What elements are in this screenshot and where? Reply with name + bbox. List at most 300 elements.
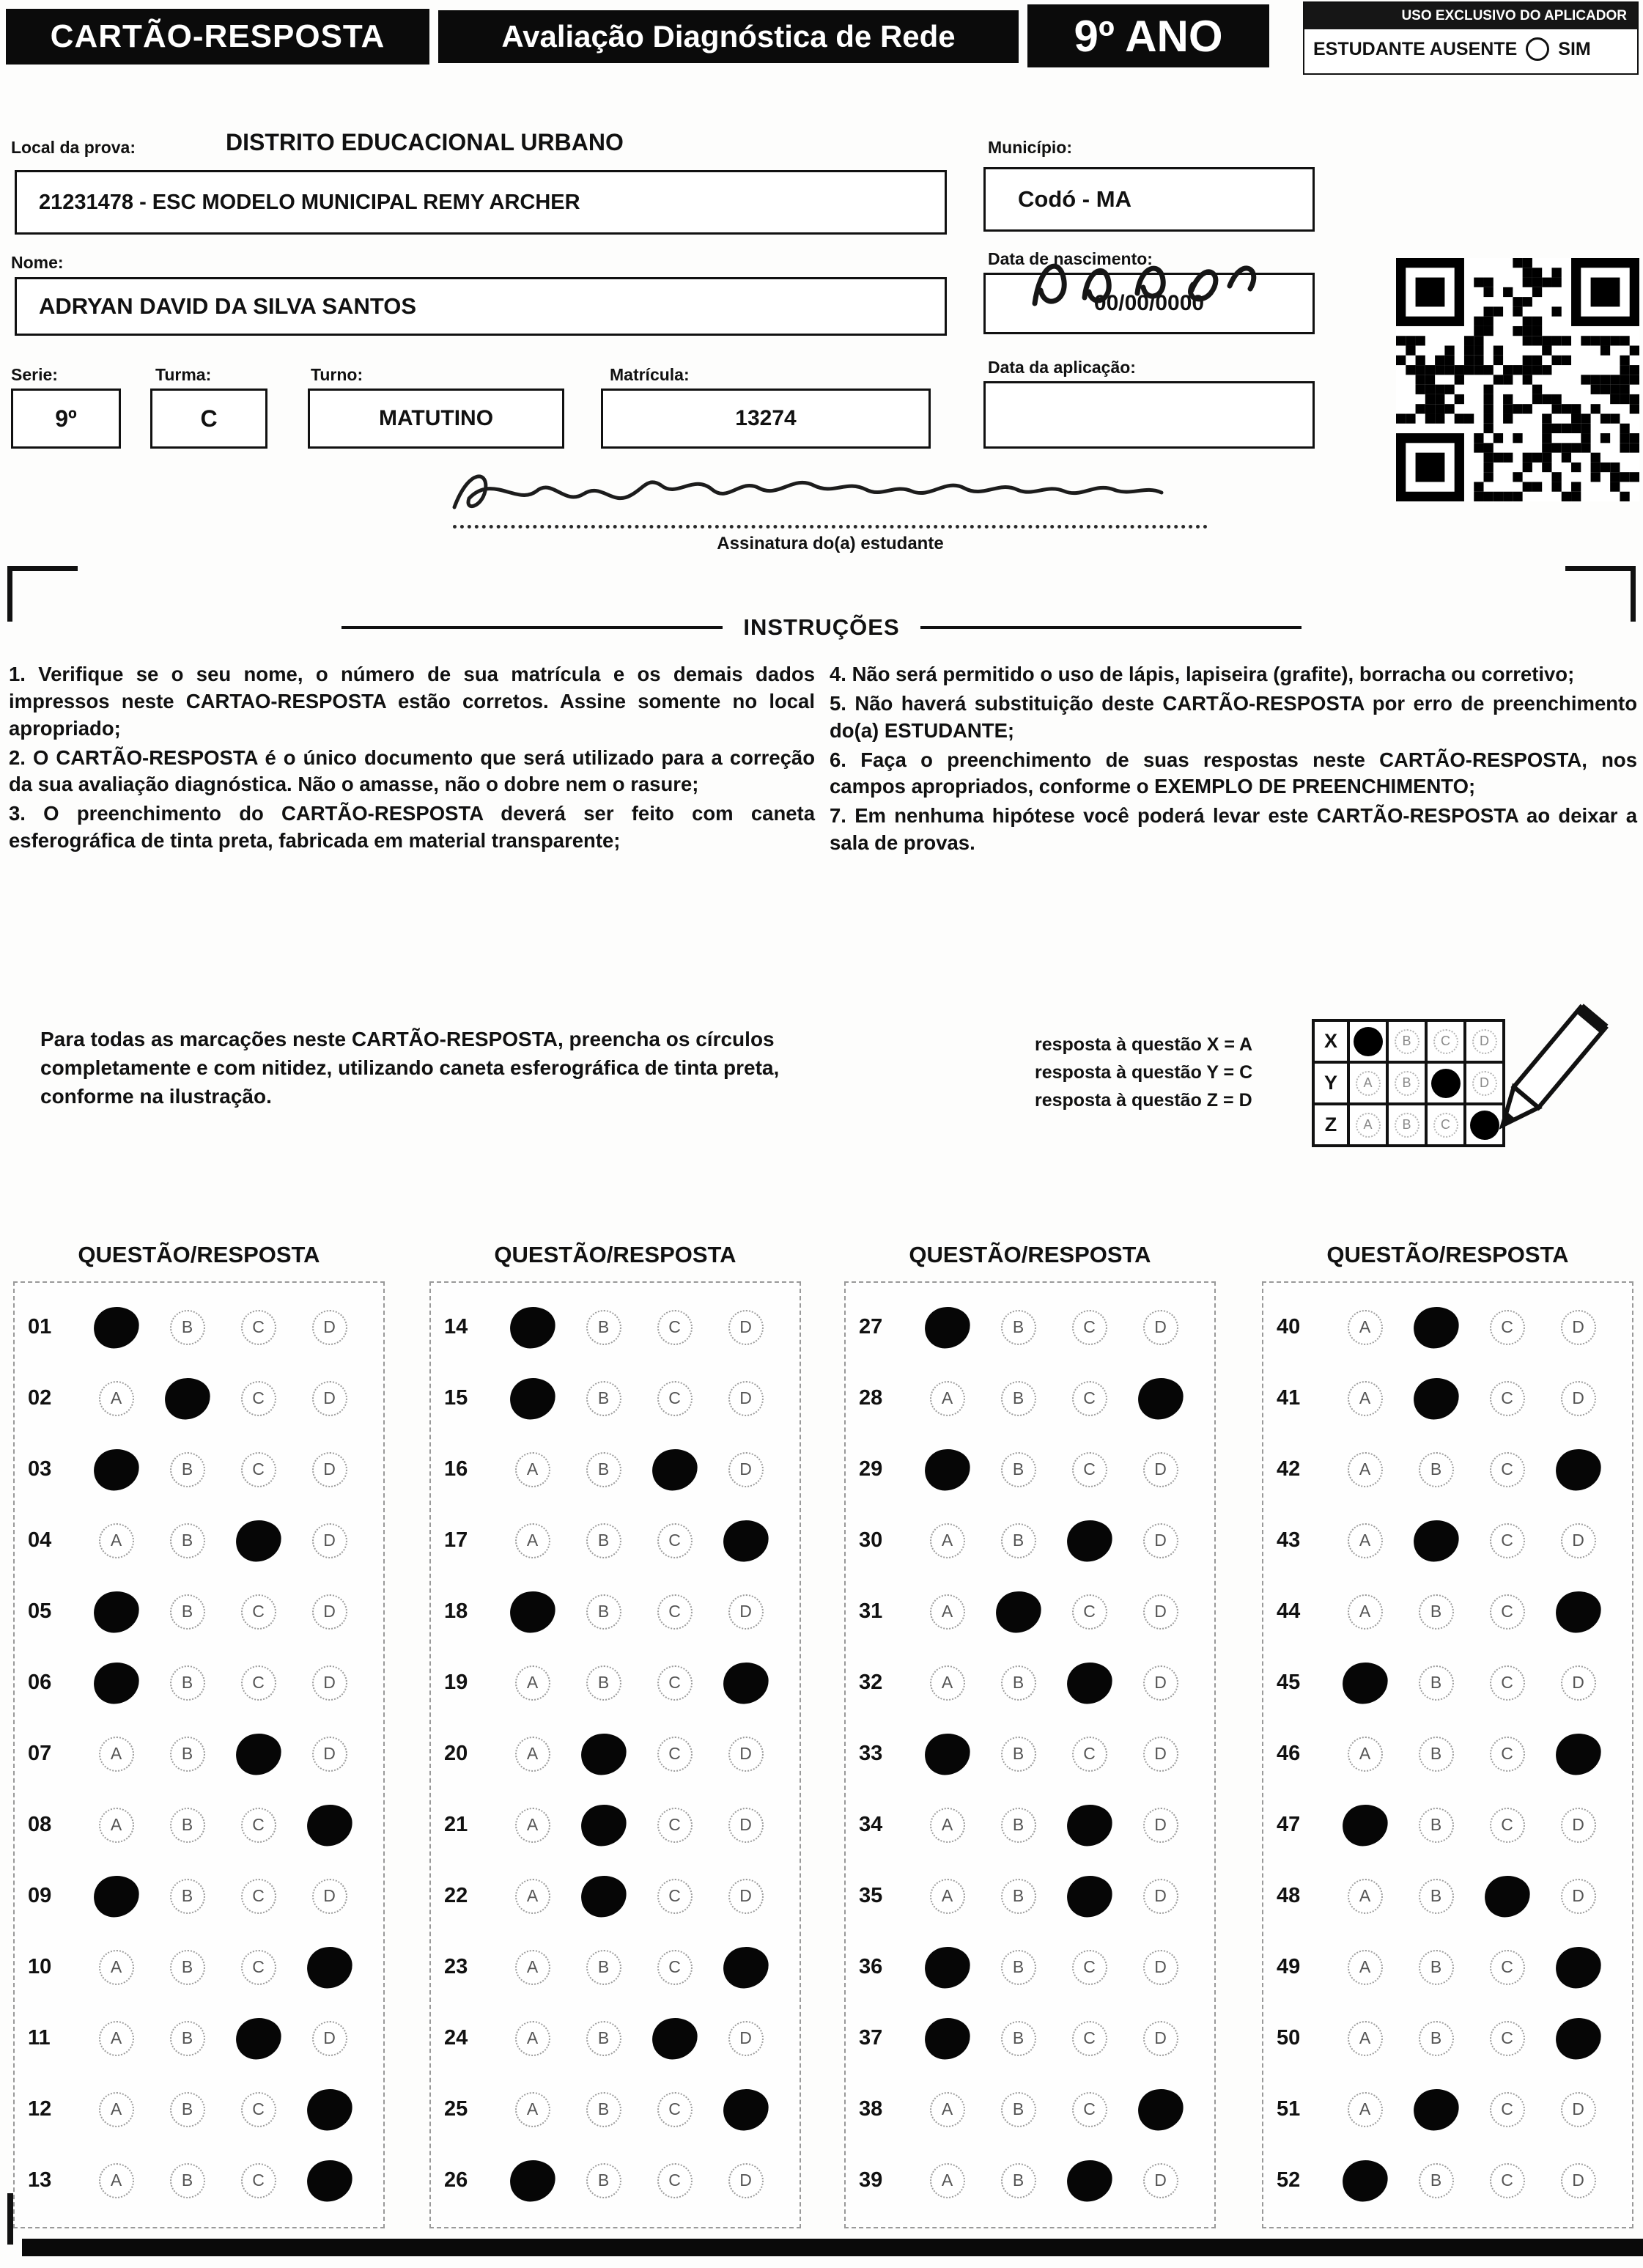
answer-bubble[interactable]: D xyxy=(312,1737,347,1772)
answer-bubble-filled[interactable] xyxy=(1340,1802,1389,1848)
answer-bubble[interactable]: D xyxy=(1143,1665,1178,1701)
answer-bubble[interactable]: A xyxy=(1348,1310,1383,1345)
answer-bubble[interactable]: A xyxy=(1348,1452,1383,1487)
answer-bubble-filled[interactable] xyxy=(1064,1517,1114,1564)
instruction-item: 6. Faça o preenchimento de suas respostas neste CARTÃO-RESPOSTA, nos campos apropriados, conforme o EXEMPLO DE PREENCHIMENTO; xyxy=(830,748,1637,798)
answer-bubble[interactable]: B xyxy=(170,1950,205,1985)
answer-bubble[interactable]: A xyxy=(515,1452,550,1487)
answer-bubble[interactable]: B xyxy=(170,2021,205,2056)
answer-slot xyxy=(497,1591,568,1632)
answer-slot xyxy=(1329,2021,1400,2056)
question-row xyxy=(15,1789,383,1860)
instruction-item: 2. O CARTÃO-RESPOSTA é o único documento que será utilizado para a correção da sua avaliação diagnóstica. Não o amasse, não o dobre nem o rasure; xyxy=(9,745,815,796)
answer-slot xyxy=(983,2021,1054,2056)
answer-bubble-filled[interactable] xyxy=(1411,1375,1461,1421)
answer-bubble[interactable]: D xyxy=(1561,1879,1596,1914)
answer-bubble-filled[interactable] xyxy=(1064,1873,1114,1919)
answer-bubble[interactable]: B xyxy=(586,2021,621,2056)
answer-bubble[interactable]: B xyxy=(586,1523,621,1558)
answer-bubble[interactable]: C xyxy=(1490,2092,1525,2127)
question-number: 11 xyxy=(28,2026,51,2050)
answer-bubble[interactable]: C xyxy=(1490,1381,1525,1416)
answer-slot xyxy=(710,1947,781,1988)
answer-bubble-filled[interactable] xyxy=(507,1304,557,1350)
answer-bubble[interactable]: D xyxy=(1143,1452,1178,1487)
answer-bubble-filled[interactable] xyxy=(1064,2157,1114,2203)
question-number: 39 xyxy=(859,2168,883,2192)
answer-bubble[interactable]: C xyxy=(657,1594,693,1630)
example-bubble: A xyxy=(1348,1062,1387,1104)
answer-bubble[interactable]: B xyxy=(1001,1950,1036,1985)
answer-bubble[interactable]: A xyxy=(1348,1523,1383,1558)
answer-bubble[interactable]: D xyxy=(312,1665,347,1701)
answer-bubble[interactable]: B xyxy=(1001,1310,1036,1345)
grade-badge: 9º ANO xyxy=(1027,4,1269,67)
answer-slot xyxy=(1543,1665,1614,1701)
answer-bubble-filled[interactable] xyxy=(507,1375,557,1421)
answer-bubble[interactable]: B xyxy=(1001,1665,1036,1701)
answer-slot xyxy=(1329,1805,1400,1846)
answer-bubble-filled[interactable] xyxy=(578,1873,628,1919)
answer-bubble-filled[interactable] xyxy=(720,1517,770,1564)
answer-bubble[interactable]: B xyxy=(1419,1737,1454,1772)
answer-bubble-filled[interactable] xyxy=(922,1304,972,1350)
nascimento-field[interactable]: 00/00/0000 xyxy=(983,273,1315,334)
answer-bubble[interactable]: A xyxy=(930,1879,965,1914)
matricula-field[interactable]: 13274 xyxy=(601,389,931,449)
answer-bubble[interactable]: D xyxy=(728,2021,764,2056)
answer-bubble[interactable]: D xyxy=(1561,1808,1596,1843)
answer-bubble[interactable]: D xyxy=(1561,1310,1596,1345)
answer-bubble-filled[interactable] xyxy=(1553,1588,1603,1635)
answer-bubble[interactable]: D xyxy=(312,2021,347,2056)
answer-bubble[interactable]: C xyxy=(241,2163,276,2198)
answer-slot xyxy=(1400,1452,1472,1487)
answer-slot xyxy=(1400,1378,1472,1419)
answer-bubble[interactable]: D xyxy=(1561,2092,1596,2127)
answer-bubble[interactable]: C xyxy=(1490,1737,1525,1772)
answer-bubble[interactable]: D xyxy=(312,1310,347,1345)
answer-bubble-filled[interactable] xyxy=(304,1802,354,1848)
answer-bubble-filled[interactable] xyxy=(922,1446,972,1492)
answer-bubble[interactable]: A xyxy=(1348,2021,1383,2056)
answer-bubble-filled[interactable] xyxy=(1411,1304,1461,1350)
answer-bubble[interactable]: C xyxy=(657,1523,693,1558)
answer-slot xyxy=(1125,1310,1196,1345)
question-number: 41 xyxy=(1277,1386,1301,1410)
answer-bubble[interactable]: B xyxy=(170,1879,205,1914)
answer-slot xyxy=(1543,1808,1614,1843)
answer-bubble-filled[interactable] xyxy=(304,2086,354,2132)
question-row xyxy=(431,2145,800,2216)
answer-bubble[interactable]: B xyxy=(1001,1879,1036,1914)
answer-bubble[interactable]: D xyxy=(312,1879,347,1914)
answer-bubble[interactable]: C xyxy=(1490,1310,1525,1345)
answer-slot xyxy=(1543,1947,1614,1988)
answer-bubble[interactable]: B xyxy=(586,1594,621,1630)
answer-bubble[interactable]: D xyxy=(312,1381,347,1416)
answer-bubble-filled[interactable] xyxy=(649,2015,699,2061)
question-number: 52 xyxy=(1277,2168,1301,2192)
answer-bubble[interactable]: B xyxy=(1001,2163,1036,2198)
answer-bubble[interactable]: B xyxy=(586,1665,621,1701)
answer-bubble[interactable]: C xyxy=(241,1594,276,1630)
answer-bubble[interactable]: A xyxy=(515,2092,550,2127)
answer-bubble[interactable]: B xyxy=(1001,1523,1036,1558)
answer-bubble[interactable]: D xyxy=(728,1381,764,1416)
answer-slot xyxy=(294,1947,365,1988)
question-number: 17 xyxy=(444,1528,468,1552)
answer-bubble[interactable]: B xyxy=(586,1381,621,1416)
signature-line[interactable] xyxy=(453,525,1208,529)
answer-bubble[interactable]: A xyxy=(515,2021,550,2056)
answer-bubble-filled[interactable] xyxy=(304,1944,354,1990)
answer-bubble-filled[interactable] xyxy=(91,1660,141,1706)
nome-field[interactable]: ADRYAN DAVID DA SILVA SANTOS xyxy=(15,277,947,336)
answer-bubble-filled[interactable] xyxy=(1411,2086,1461,2132)
answer-bubble[interactable]: B xyxy=(1419,2021,1454,2056)
answer-bubble[interactable]: D xyxy=(728,2163,764,2198)
answer-bubble[interactable]: D xyxy=(1143,2021,1178,2056)
answer-bubble[interactable]: D xyxy=(1143,1737,1178,1772)
answer-bubble-filled[interactable] xyxy=(233,2015,283,2061)
answer-slot xyxy=(152,2021,223,2056)
question-row xyxy=(1263,1505,1632,1576)
answer-slot xyxy=(1543,1734,1614,1775)
answer-bubble[interactable]: A xyxy=(930,1808,965,1843)
answer-bubble-filled[interactable] xyxy=(720,1660,770,1706)
answer-slot xyxy=(568,1665,639,1701)
answer-bubble[interactable]: C xyxy=(657,1950,693,1985)
answer-slot xyxy=(710,1594,781,1630)
answer-slot xyxy=(1329,2092,1400,2127)
corner-mark-bottom-left xyxy=(7,2193,13,2245)
answer-bubble[interactable]: D xyxy=(312,1452,347,1487)
answer-bubble[interactable]: D xyxy=(728,1808,764,1843)
answer-bubble-filled[interactable] xyxy=(1340,2157,1389,2203)
answer-bubble[interactable]: A xyxy=(99,1950,134,1985)
answer-bubble[interactable]: A xyxy=(99,1808,134,1843)
answer-bubble[interactable]: C xyxy=(241,2092,276,2127)
answer-bubble[interactable]: C xyxy=(241,1950,276,1985)
answer-slot xyxy=(294,1310,365,1345)
answer-slot xyxy=(294,1805,365,1846)
answer-bubble-filled[interactable] xyxy=(1553,1944,1603,1990)
answer-bubble[interactable]: C xyxy=(241,1310,276,1345)
question-row xyxy=(1263,1718,1632,1789)
answer-bubble[interactable]: B xyxy=(586,2163,621,2198)
answer-slot xyxy=(152,1452,223,1487)
answer-bubble[interactable]: C xyxy=(657,2092,693,2127)
answer-slot xyxy=(81,1663,152,1704)
answer-bubble[interactable]: B xyxy=(586,1452,621,1487)
answer-bubble-filled[interactable] xyxy=(91,1873,141,1919)
answer-bubble[interactable]: A xyxy=(1348,2092,1383,2127)
answer-bubble[interactable]: A xyxy=(99,1737,134,1772)
answer-slot xyxy=(152,1665,223,1701)
answer-bubble[interactable]: A xyxy=(930,2163,965,2198)
answer-bubble[interactable]: A xyxy=(99,1381,134,1416)
answer-bubble[interactable]: B xyxy=(586,2092,621,2127)
answer-bubble[interactable]: C xyxy=(1490,2163,1525,2198)
absent-checkbox[interactable] xyxy=(1526,37,1549,61)
question-row xyxy=(846,1647,1214,1718)
answer-bubble[interactable]: C xyxy=(1490,1594,1525,1630)
answer-bubble[interactable]: C xyxy=(241,1381,276,1416)
school-field[interactable]: 21231478 - ESC MODELO MUNICIPAL REMY ARCHER xyxy=(15,170,947,235)
answer-bubble[interactable]: B xyxy=(1419,2163,1454,2198)
answer-bubble[interactable]: B xyxy=(1419,1594,1454,1630)
answer-bubble-filled[interactable] xyxy=(720,2086,770,2132)
answer-bubble[interactable]: D xyxy=(312,1523,347,1558)
answer-bubble[interactable]: B xyxy=(586,1310,621,1345)
answer-bubble[interactable]: C xyxy=(1072,2021,1107,2056)
answer-bubble[interactable]: C xyxy=(241,1808,276,1843)
answer-slot xyxy=(983,1310,1054,1345)
answer-bubble[interactable]: B xyxy=(1001,2021,1036,2056)
answer-bubble[interactable]: D xyxy=(1561,1381,1596,1416)
answer-bubble[interactable]: C xyxy=(1072,1594,1107,1630)
answer-bubble[interactable]: B xyxy=(586,1950,621,1985)
answer-slot xyxy=(639,1381,710,1416)
answer-bubble[interactable]: A xyxy=(1348,1594,1383,1630)
answer-bubble[interactable]: A xyxy=(99,2163,134,2198)
answer-bubble-filled[interactable] xyxy=(1553,2015,1603,2061)
question-number: 24 xyxy=(444,2026,468,2050)
answer-bubble[interactable]: A xyxy=(930,1594,965,1630)
answer-bubble[interactable]: B xyxy=(1419,1452,1454,1487)
answer-bubble[interactable]: C xyxy=(657,2163,693,2198)
answer-bubble[interactable]: B xyxy=(1001,1737,1036,1772)
answer-slot xyxy=(497,1737,568,1772)
answer-bubble[interactable]: C xyxy=(241,1879,276,1914)
answer-slot xyxy=(1543,1879,1614,1914)
answer-bubble[interactable]: D xyxy=(312,1594,347,1630)
answer-bubble-filled[interactable] xyxy=(162,1375,212,1421)
answer-bubble-filled[interactable] xyxy=(91,1588,141,1635)
answer-bubble[interactable]: B xyxy=(1419,1879,1454,1914)
answer-column-box xyxy=(429,1281,801,2228)
answer-bubble[interactable]: C xyxy=(657,1879,693,1914)
turno-label: Turno: xyxy=(311,365,363,384)
answer-bubble[interactable]: D xyxy=(1143,1310,1178,1345)
answer-bubble[interactable]: B xyxy=(170,1665,205,1701)
answer-bubble-filled[interactable] xyxy=(1553,1446,1603,1492)
answer-bubble-filled[interactable] xyxy=(1135,1375,1185,1421)
answer-bubble[interactable]: A xyxy=(1348,1381,1383,1416)
answer-bubble[interactable]: C xyxy=(1072,1310,1107,1345)
answer-bubble-filled[interactable] xyxy=(1553,1731,1603,1777)
answer-bubble[interactable]: D xyxy=(1143,2163,1178,2198)
answer-bubble-filled[interactable] xyxy=(507,2157,557,2203)
answer-bubble[interactable]: B xyxy=(170,1310,205,1345)
answer-bubble[interactable]: B xyxy=(170,1808,205,1843)
answer-bubble[interactable]: C xyxy=(1072,2092,1107,2127)
answer-bubble[interactable]: C xyxy=(1072,1737,1107,1772)
corner-mark-top-right xyxy=(1565,566,1636,622)
answer-bubble[interactable]: C xyxy=(1490,1665,1525,1701)
answer-bubble[interactable]: B xyxy=(1001,1808,1036,1843)
answer-slot xyxy=(1329,1950,1400,1985)
answer-slot xyxy=(223,1310,294,1345)
answer-bubble[interactable]: C xyxy=(241,1665,276,1701)
answer-bubble[interactable]: B xyxy=(1419,1665,1454,1701)
answer-slot xyxy=(223,1808,294,1843)
answer-bubble-filled[interactable] xyxy=(507,1588,557,1635)
answer-bubble[interactable]: D xyxy=(728,1879,764,1914)
question-row xyxy=(431,1932,800,2003)
answer-bubble[interactable]: D xyxy=(1561,2163,1596,2198)
answer-slot xyxy=(1054,1737,1125,1772)
answer-bubble-filled[interactable] xyxy=(233,1517,283,1564)
answer-bubble[interactable]: C xyxy=(657,1737,693,1772)
answer-bubble-filled[interactable] xyxy=(922,1944,972,1990)
answer-bubble[interactable]: B xyxy=(1001,1381,1036,1416)
answer-bubble[interactable]: D xyxy=(1143,1808,1178,1843)
answer-bubble[interactable]: D xyxy=(1143,1950,1178,1985)
answer-slot xyxy=(1054,1520,1125,1561)
answer-bubble[interactable]: C xyxy=(1490,1808,1525,1843)
answer-bubble[interactable]: C xyxy=(241,1452,276,1487)
answer-bubble[interactable]: C xyxy=(657,1808,693,1843)
answer-bubble-filled[interactable] xyxy=(1482,1873,1532,1919)
answer-bubble-filled[interactable] xyxy=(922,1731,972,1777)
answer-bubble[interactable]: D xyxy=(728,1452,764,1487)
answer-bubble[interactable]: B xyxy=(170,1737,205,1772)
absent-label: ESTUDANTE AUSENTE xyxy=(1313,38,1518,59)
question-row xyxy=(431,1718,800,1789)
answer-slot xyxy=(983,1808,1054,1843)
answer-column-box xyxy=(13,1281,385,2228)
answer-slot xyxy=(1329,1452,1400,1487)
answer-bubble[interactable]: A xyxy=(99,1523,134,1558)
answer-bubble[interactable]: B xyxy=(170,1452,205,1487)
answer-bubble[interactable]: B xyxy=(1001,1452,1036,1487)
turno-field[interactable]: MATUTINO xyxy=(308,389,564,449)
answer-bubble[interactable]: A xyxy=(930,1665,965,1701)
question-row xyxy=(15,1576,383,1647)
answer-bubble[interactable]: A xyxy=(515,1808,550,1843)
answer-bubble[interactable]: B xyxy=(170,2163,205,2198)
answer-slot xyxy=(1400,2163,1472,2198)
absent-option-label: SIM xyxy=(1558,38,1591,59)
answer-slot xyxy=(912,1381,983,1416)
answer-bubble[interactable]: C xyxy=(657,1310,693,1345)
answer-bubble-filled[interactable] xyxy=(91,1304,141,1350)
answer-bubble[interactable]: B xyxy=(170,1594,205,1630)
answer-slot xyxy=(497,1950,568,1985)
question-row xyxy=(1263,1860,1632,1932)
answer-bubble[interactable]: C xyxy=(1072,1950,1107,1985)
answer-bubble[interactable]: C xyxy=(1490,1950,1525,1985)
answer-bubble-filled[interactable] xyxy=(1411,1517,1461,1564)
answer-bubble-filled[interactable] xyxy=(922,2015,972,2061)
question-row xyxy=(846,1434,1214,1505)
answer-bubble[interactable]: A xyxy=(515,1737,550,1772)
answer-bubble[interactable]: D xyxy=(728,1737,764,1772)
municipio-field[interactable]: Codó - MA xyxy=(983,167,1315,232)
answer-bubble[interactable]: C xyxy=(1490,1452,1525,1487)
answer-bubble[interactable]: D xyxy=(1561,1665,1596,1701)
answer-slot xyxy=(1329,2160,1400,2201)
answer-bubble[interactable]: A xyxy=(930,1381,965,1416)
instruction-item: 1. Verifique se o seu nome, o número de sua matrícula e os demais dados impressos neste CARTAO-RESPOSTA estão corretos. Assine somente no local apropriado; xyxy=(9,663,815,740)
answer-bubble-filled[interactable] xyxy=(578,1731,628,1777)
answer-bubble[interactable]: D xyxy=(1143,1523,1178,1558)
answer-bubble[interactable]: A xyxy=(515,1665,550,1701)
answer-bubble[interactable]: C xyxy=(1072,1381,1107,1416)
question-row xyxy=(431,1363,800,1434)
turma-field[interactable]: C xyxy=(150,389,267,449)
answer-bubble[interactable]: A xyxy=(1348,1879,1383,1914)
answer-bubble[interactable]: C xyxy=(1072,1452,1107,1487)
question-number: 19 xyxy=(444,1671,468,1694)
answer-slot xyxy=(81,1523,152,1558)
answer-bubble[interactable]: A xyxy=(930,2092,965,2127)
answer-bubble[interactable]: C xyxy=(1490,1523,1525,1558)
aplicacao-field[interactable] xyxy=(983,381,1315,449)
question-number: 44 xyxy=(1277,1599,1301,1623)
answer-bubble[interactable]: A xyxy=(99,2021,134,2056)
answer-bubble[interactable]: B xyxy=(1001,2092,1036,2127)
answer-bubble-filled[interactable] xyxy=(1064,1660,1114,1706)
answer-bubble[interactable]: D xyxy=(728,1594,764,1630)
answer-bubble-filled[interactable] xyxy=(1064,1802,1114,1848)
serie-field[interactable]: 9º xyxy=(11,389,121,449)
answer-bubble[interactable]: B xyxy=(170,1523,205,1558)
answer-bubble[interactable]: A xyxy=(515,1523,550,1558)
question-row xyxy=(431,1647,800,1718)
answer-slot xyxy=(1125,1950,1196,1985)
answer-bubble-filled[interactable] xyxy=(578,1802,628,1848)
answer-bubble[interactable]: A xyxy=(930,1523,965,1558)
question-column-header: QUESTÃO/RESPOSTA xyxy=(909,1242,1151,1267)
answer-slot xyxy=(1472,1737,1543,1772)
answer-bubble[interactable]: A xyxy=(515,1879,550,1914)
divider-line xyxy=(341,626,723,629)
question-number: 10 xyxy=(28,1955,52,1978)
answer-bubble-filled[interactable] xyxy=(649,1446,699,1492)
answer-slot xyxy=(1472,2092,1543,2127)
answer-bubble-filled[interactable] xyxy=(720,1944,770,1990)
answer-slot xyxy=(912,1808,983,1843)
answer-slot xyxy=(710,2163,781,2198)
answer-bubble[interactable]: B xyxy=(1419,1808,1454,1843)
answer-bubble[interactable]: C xyxy=(1490,2021,1525,2056)
answer-bubble[interactable]: B xyxy=(1419,1950,1454,1985)
answer-bubble-filled[interactable] xyxy=(1135,2086,1185,2132)
answer-bubble[interactable]: A xyxy=(99,2092,134,2127)
answer-bubble[interactable]: A xyxy=(1348,1950,1383,1985)
answer-bubble-filled[interactable] xyxy=(304,2157,354,2203)
answer-bubble[interactable]: A xyxy=(515,1950,550,1985)
answer-bubble[interactable]: D xyxy=(1143,1594,1178,1630)
answer-bubble[interactable]: C xyxy=(657,1381,693,1416)
answer-slot xyxy=(497,1808,568,1843)
answer-bubble[interactable]: B xyxy=(170,2092,205,2127)
answer-bubble-filled[interactable] xyxy=(1340,1660,1389,1706)
answer-bubble-filled[interactable] xyxy=(91,1446,141,1492)
answer-bubble[interactable]: C xyxy=(657,1665,693,1701)
question-row xyxy=(431,1505,800,1576)
answer-bubble[interactable]: D xyxy=(1143,1879,1178,1914)
answer-bubble-filled[interactable] xyxy=(993,1588,1043,1635)
answer-bubble[interactable]: A xyxy=(1348,1737,1383,1772)
answer-bubble[interactable]: D xyxy=(728,1310,764,1345)
answer-slot xyxy=(1125,2021,1196,2056)
answer-bubble-filled[interactable] xyxy=(233,1731,283,1777)
answer-bubble[interactable]: D xyxy=(1561,1523,1596,1558)
